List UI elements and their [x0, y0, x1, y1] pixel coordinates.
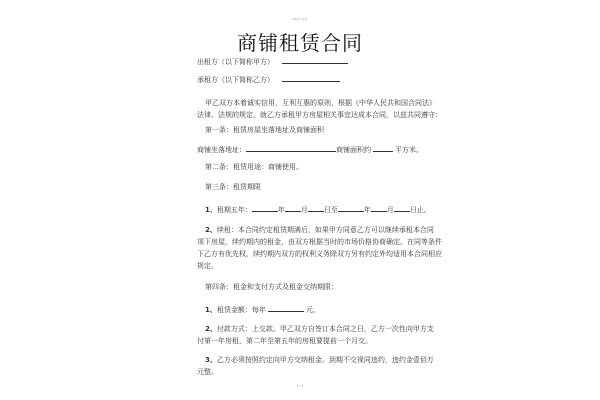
article3-item2-line-1: [205, 226, 434, 234]
article4-item3-line-2: 元整。: [197, 368, 218, 376]
page-title: 商铺租赁合同: [237, 31, 363, 55]
start-month-blank: [285, 204, 301, 212]
header-mark: Word 文档: [292, 17, 308, 21]
address-blank: [246, 144, 336, 152]
preamble-line-2: 法律、法规的规定，就乙方承租甲方房屋相关事宜达成本合同，以兹共同遵守：: [197, 111, 442, 119]
article2-heading: 第二条：租赁用途：商铺使用。: [205, 163, 303, 171]
lessee-blank: [282, 74, 340, 82]
article4-item2-line-1: [205, 325, 434, 333]
address-label: 商铺坐落地址：: [197, 146, 246, 154]
lessor-label: 出租方（以下简称甲方）: [197, 58, 274, 66]
article3-item2-line-4: 规定。: [197, 262, 218, 270]
start-day-label: 日至: [323, 206, 338, 214]
end-month-label: 月: [386, 206, 394, 214]
lessor-blank: [282, 56, 348, 64]
article1-address-line: [197, 144, 423, 154]
article1-heading: 第一条：租赁房屋坐落地址及商铺面积: [205, 126, 324, 134]
article4-item3-num: 3、: [205, 356, 217, 364]
start-day-blank: [308, 204, 324, 212]
article4-heading: 第四条：租金和支付方式及租金交纳期限：: [205, 283, 338, 291]
lessee-label: 承租方（以下简称乙方）: [197, 76, 274, 84]
article3-heading: 第三条：租赁期限: [205, 183, 261, 191]
rent-amount-unit: 元。: [305, 306, 320, 314]
article3-item2-num: 2、: [205, 226, 217, 234]
article4-item3-line-1: [205, 356, 434, 364]
start-month-label: 月: [300, 206, 308, 214]
preamble-line-1: 甲乙双方本着诚实信用，互利互惠的原则，根据《中华人民共和国合同法》: [205, 99, 436, 107]
end-year-blank: [338, 204, 364, 212]
article3-item1-num: 1、: [205, 206, 217, 214]
lease-term-label: 租期五年：: [216, 206, 252, 214]
area-blank: [373, 144, 393, 152]
article4-item2-line-2: 付第一年房租，第二年至第五年的房租要提前一个月交。: [197, 337, 372, 345]
area-unit: 平方米。: [395, 146, 423, 154]
lessee-line: [197, 74, 340, 84]
end-day-blank: [394, 204, 410, 212]
lessor-line: [197, 56, 348, 66]
start-year-label: 年: [277, 206, 285, 214]
end-month-blank: [371, 204, 387, 212]
rent-amount-blank: [268, 304, 304, 312]
article3-item2-line-2: 项下房屋，续约期内的租金，由双方根据当时的市场价格协商确定。在同等条件: [197, 238, 442, 246]
article3-item1: [205, 204, 431, 214]
article4-item2-text-1: 付款方式：上交款。甲乙双方自签订本合同之日，乙方一次性向甲方支: [216, 325, 434, 333]
article4-item2-num: 2、: [205, 325, 217, 333]
area-label: 商铺面积约: [336, 146, 371, 154]
footer-mark: 1 / 3: [296, 384, 304, 388]
article4-item1: [205, 304, 320, 314]
article4-item1-num: 1、: [205, 306, 217, 314]
article4-item3-text-1: 乙方必须按照约定向甲方交纳租金。到期不交视同违约，违约金壹佰万: [216, 356, 434, 364]
rent-amount-label: 租赁金额：每年: [216, 306, 266, 314]
start-year-blank: [252, 204, 278, 212]
article3-item2-text-1: 续租：本合同约定租赁期满后，如果甲方同意乙方可以继续承租本合同: [216, 226, 434, 234]
end-day-label: 日止。: [409, 206, 431, 214]
end-year-label: 年: [363, 206, 371, 214]
article3-item2-line-3: 下乙方有优先权，续约期内双方的权利义务除双方另有约定外均适用本合同相应: [197, 250, 442, 258]
